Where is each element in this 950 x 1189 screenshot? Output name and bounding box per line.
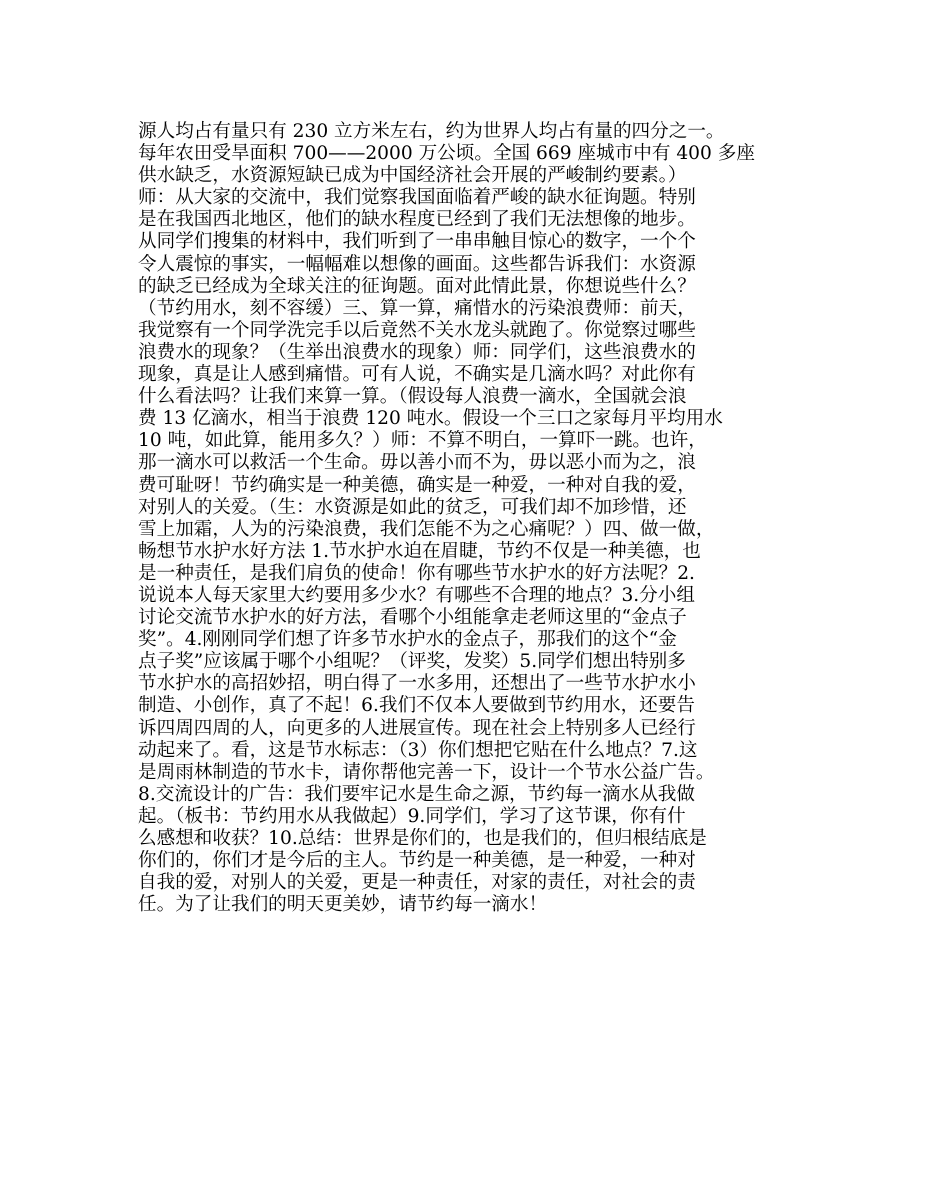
text-line: 你们的，你们才是今后的主人。节约是一种美德，是一种爱，一种对 bbox=[138, 850, 696, 872]
text-line: 从同学们搜集的材料中，我们听到了一串串触目惊心的数字，一个个 bbox=[138, 231, 696, 253]
text-line: 动起来了。看，这是节水标志：（3）你们想把它贴在什么地点？7.这 bbox=[138, 739, 698, 761]
text-line: 现象，真是让人感到痛惜。可有人说，不确实是几滴水吗？对此你有 bbox=[138, 364, 696, 386]
text-line: 诉四周四周的人，向更多的人进展宣传。现在社会上特别多人已经行 bbox=[138, 717, 696, 739]
text-line: 是周雨林制造的节水卡，请你帮他完善一下，设计一个节水公益广告。 bbox=[138, 761, 715, 783]
text-line: 对别人的关爱。（生：水资源是如此的贫乏，可我们却不加珍惜，还 bbox=[138, 496, 687, 518]
text-line: 供水缺乏，水资源短缺已成为中国经济社会开展的严峻制约要素。） bbox=[138, 165, 687, 187]
text-line: 制造、小创作，真了不起！6.我们不仅本人要做到节约用水，还要告 bbox=[138, 695, 695, 717]
text-line: 么感想和收获？10.总结：世界是你们的，也是我们的，但归根结底是 bbox=[138, 828, 707, 849]
text-line: （节约用水，刻不容缓）三、算一算，痛惜水的污染浪费师：前天， bbox=[138, 297, 696, 319]
text-line: 每年农田受旱面积 700——2000 万公顷。全国 669 座城市中有 400 多座 bbox=[138, 143, 755, 165]
text-line: 那一滴水可以救活一个生命。毋以善小而不为，毋以恶小而为之，浪 bbox=[138, 452, 696, 474]
text-line: 的缺乏已经成为全球关注的征询题。面对此情此景，你想说些什么？ bbox=[138, 275, 696, 297]
text-line: 畅想节水护水好方法 1.节水护水迫在眉睫，节约不仅是一种美德，也 bbox=[138, 540, 701, 562]
text-line: 任。为了让我们的明天更美妙，请节约每一滴水！ bbox=[138, 894, 548, 916]
text-line: 奖”。4.刚刚同学们想了许多节水护水的金点子，那我们的这个“金 bbox=[138, 629, 677, 651]
text-line: 师：从大家的交流中，我们觉察我国面临着严峻的缺水征询题。特别 bbox=[138, 187, 696, 209]
text-line: 浪费水的现象？（生举出浪费水的现象）师：同学们，这些浪费水的 bbox=[138, 341, 696, 363]
text-line: 自我的爱，对别人的关爱，更是一种责任，对家的责任，对社会的责 bbox=[138, 872, 696, 894]
text-line: 我觉察有一个同学洗完手以后竟然不关水龙头就跑了。你觉察过哪些 bbox=[138, 319, 696, 341]
text-line: 令人震惊的事实，一幅幅难以想像的画面。这些都告诉我们：水资源 bbox=[138, 253, 696, 275]
text-line: 费 13 亿滴水，相当于浪费 120 吨水。假设一个三口之家每月平均用水 bbox=[138, 408, 723, 430]
text-line: 起。（板书：节约用水从我做起）9.同学们，学习了这节课，你有什 bbox=[138, 805, 686, 827]
text-line: 点子奖”应该属于哪个小组呢？（评奖，发奖）5.同学们想出特别多 bbox=[138, 651, 686, 673]
text-line: 源人均占有量只有 230 立方米左右，约为世界人均占有量的四分之一。 bbox=[138, 121, 725, 142]
text-line: 讨论交流节水护水的好方法，看哪个小组能拿走老师这里的“金点子 bbox=[138, 607, 687, 629]
text-line: 费可耻呀！节约确实是一种美德，确实是一种爱，一种对自我的爱， bbox=[138, 474, 696, 496]
body-text bbox=[138, 121, 828, 916]
text-line: 8.交流设计的广告：我们要牢记水是生命之源，节约每一滴水从我做 bbox=[138, 783, 695, 805]
text-line: 节水护水的高招妙招，明白得了一水多用，还想出了一些节水护水小 bbox=[138, 673, 696, 695]
text-line: 什么看法吗？让我们来算一算。（假设每人浪费一滴水，全国就会浪 bbox=[138, 386, 687, 408]
text-line: 雪上加霜，人为的污染浪费，我们怎能不为之心痛呢？）四、做一做， bbox=[138, 518, 715, 540]
text-line: 是一种责任，是我们肩负的使命！你有哪些节水护水的好方法呢？2. bbox=[138, 562, 695, 584]
text-line: 说说本人每天家里大约要用多少水？有哪些不合理的地点？3.分小组 bbox=[138, 584, 695, 606]
text-line: 10 吨，如此算，能用多久？）师：不算不明白，一算吓一跳。也许， bbox=[138, 430, 707, 452]
text-line: 是在我国西北地区，他们的缺水程度已经到了我们无法想像的地步。 bbox=[138, 209, 696, 231]
